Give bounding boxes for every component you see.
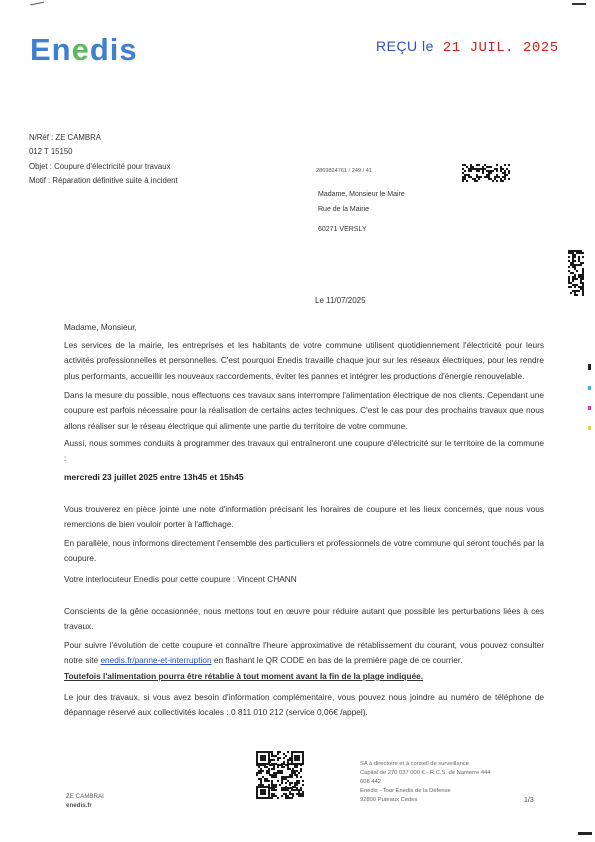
registration-mark-magenta [588,406,591,410]
code-module [480,176,482,178]
code-module [302,780,304,782]
code-module [285,755,287,757]
recipient-city: 60271 VERSLY [318,226,367,233]
code-module [568,266,570,268]
received-stamp [376,38,559,56]
code-module [279,784,281,786]
code-module [582,256,584,258]
enedis-logo: Enedis [30,32,138,67]
code-module [292,795,294,797]
recipient-address [318,187,405,217]
code-module [268,780,270,782]
code-module [574,256,576,258]
code-module [287,751,289,753]
code-module [582,278,584,280]
code-module [508,172,510,174]
code-module [289,784,291,786]
code-module [285,782,287,784]
code-module [277,766,279,768]
code-module [273,759,275,761]
code-module [506,174,508,176]
contact-line: Votre interlocuteur Enedis pour cette coupure : Vincent CHANN [64,574,297,584]
code-module [482,172,484,174]
tracking-code: 2869824761 / 249 / 41 [316,168,372,174]
code-module [300,776,302,778]
code-module [576,270,578,272]
code-module [264,793,266,795]
code-module [496,180,498,182]
code-module [300,764,302,766]
code-module [298,782,300,784]
code-module [291,782,293,784]
code-module [502,180,504,182]
datamatrix-code [462,164,510,182]
schedule-date: mercredi 23 juillet 2025 entre 13h45 et 15h45 [64,472,244,482]
paragraph-information: En parallèle, nous informons directement l'ensemble des particuliers et professionnels de votre commune qui seront touchés par la coupure. [64,538,544,564]
code-module [462,180,464,182]
footer-legal: SA à directoire et à conseil de surveillance Capital de 270 037 000 € - R.C.S. de Nanterre 444 608 442 Enedis - Tour Enedis de la Défense 92800 Puteaux Cedex [360,761,491,803]
code-module [281,795,283,797]
code-module [275,789,277,791]
recipient-name: Madame, Monsieur le Maire [318,191,405,198]
code-module [283,757,285,759]
code-module [504,178,506,180]
letter-date: Le 11/07/2025 [315,296,366,305]
code-module [470,170,472,172]
recipient-street: Rue de la Mairie [318,206,369,213]
code-module [496,164,498,166]
code-module [277,797,279,799]
code-module [576,278,578,280]
code-module [291,797,293,799]
code-module [271,797,273,799]
code-module [572,280,574,282]
code-module [275,786,277,788]
code-module [466,180,468,182]
code-module [582,252,584,254]
paragraph-apology: Conscients de la gêne occasionnée, nous mettons tout en œuvre pour réduire autant que possible les perturbations liées à ces travaux. [64,606,544,632]
code-module [570,286,572,288]
code-module [464,170,466,172]
code-module [296,776,298,778]
code-module [582,294,584,296]
code-module [302,784,304,786]
code-module [490,166,492,168]
code-module [582,262,584,264]
code-module [574,260,576,262]
code-module [492,180,494,182]
registration-mark-yellow [588,426,591,430]
code-module [296,784,298,786]
code-module [298,759,300,761]
paragraph-works: Dans la mesure du possible, nous effectuons ces travaux sans interrompre l'alimentation électrique de nos clients. Cependant une coupure est parfois nécessaire pour la réalisation de certains actes techniques. C'est le cas pour des prochains travaux que nous allons réaliser sur le réseau électrique qui alimente une partie du territoire de votre commune. [64,390,544,431]
code-module [262,770,264,772]
page-number: 1/3 [524,797,534,804]
code-module [478,178,480,180]
code-module [478,170,480,172]
code-module [504,164,506,166]
code-module [302,795,304,797]
footer-entity: ZE CAMBRAI [66,793,104,800]
corner-mark [578,832,592,835]
code-module [576,294,578,296]
motif-line: Motif : Réparation définitive suite à incident [29,175,178,185]
object-line: Objet : Coupure d'électricité pour travaux [29,161,171,171]
code-module [570,292,572,294]
stamp-label: REÇU le [376,38,434,54]
code-module [256,774,258,776]
code-module [281,772,283,774]
stamp-date: 21 JUIL. 2025 [442,40,559,56]
code-module [568,256,570,258]
footer-left [66,792,104,810]
qr-code[interactable] [256,751,304,799]
corner-mark-top [572,3,586,5]
footer-website: enedis.fr [66,802,92,809]
salutation: Madame, Monsieur, [64,322,137,332]
code-module [260,772,262,774]
code-module [277,780,279,782]
code-module [578,290,580,292]
paragraph-schedule-intro: Aussi, nous sommes conduits à programmer des travaux qui entraîneront une coupure d'électricité sur le territoire de la commune : [64,438,544,464]
code-module [574,286,576,288]
reference-number: 012 T 15150 [29,147,73,157]
code-module [275,776,277,778]
paragraph-phone: Le jour des travaux, si vous avez besoin d'information complémentaire, vous pouvez nous joindre au numéro de téléphone de dépannage réservé aux collectivités locales : 0 811 010 212 (service 0,06€ /appel). [64,692,544,718]
registration-mark-black [588,364,591,370]
code-module [279,757,281,759]
restoration-notice: Toutefois l'alimentation pourra être rétablie à tout moment avant la fin de la plage indiquée. [64,670,424,681]
paragraph-tracking: Pour suivre l'évolution de cette coupure et connaître l'heure approximative de rétablissement du courant, vous pouvez consulter notre site enedis.fr/panne-et-interruption en flashant le QR CODE en bas de la première page de ce courrier. Toutefois l'alimentation pourra être rétablie à tout moment avant la fin de la plage indiquée. [64,640,544,681]
reference-line: N/Réf : ZE CAMBRA [29,133,101,142]
code-module [277,753,279,755]
code-module [273,768,275,770]
code-module [264,759,266,761]
code-module [302,763,304,765]
code-module [490,172,492,174]
side-barcode [568,250,584,296]
code-module [291,776,293,778]
code-module [277,759,279,761]
code-module [580,264,582,266]
code-module [496,170,498,172]
code-module [283,766,285,768]
code-module [508,164,510,166]
scan-mark [30,2,46,14]
code-module [508,178,510,180]
code-module [281,782,283,784]
code-module [476,180,478,182]
code-module [296,766,298,768]
paragraph-attachment: Vous trouverez en pièce jointe une note d'information précisant les horaires de coupure et les lieux concernés, que nous vous remercions de bien vouloir porter à l'affichage. [64,504,544,530]
code-module [492,170,494,172]
registration-mark-cyan [588,386,591,390]
reference-block [29,131,178,188]
code-module [279,751,281,753]
code-module [298,772,300,774]
website-link[interactable]: enedis.fr/panne-et-interruption [100,655,212,666]
code-module [300,770,302,772]
code-module [478,164,480,166]
paragraph-services: Les services de la mairie, les entreprises et les habitants de votre commune utilisent quotidiennement l'électricité pour leurs activités professionnelles et personnelles. C'est pourquoi Enedis travaille chaque jour sur les réseaux électriques, pour les rendre plus performants, accueillir les nouveaux raccordements, éviter les pannes et intégrer les productions d'énergie renouvelable. [64,340,544,381]
